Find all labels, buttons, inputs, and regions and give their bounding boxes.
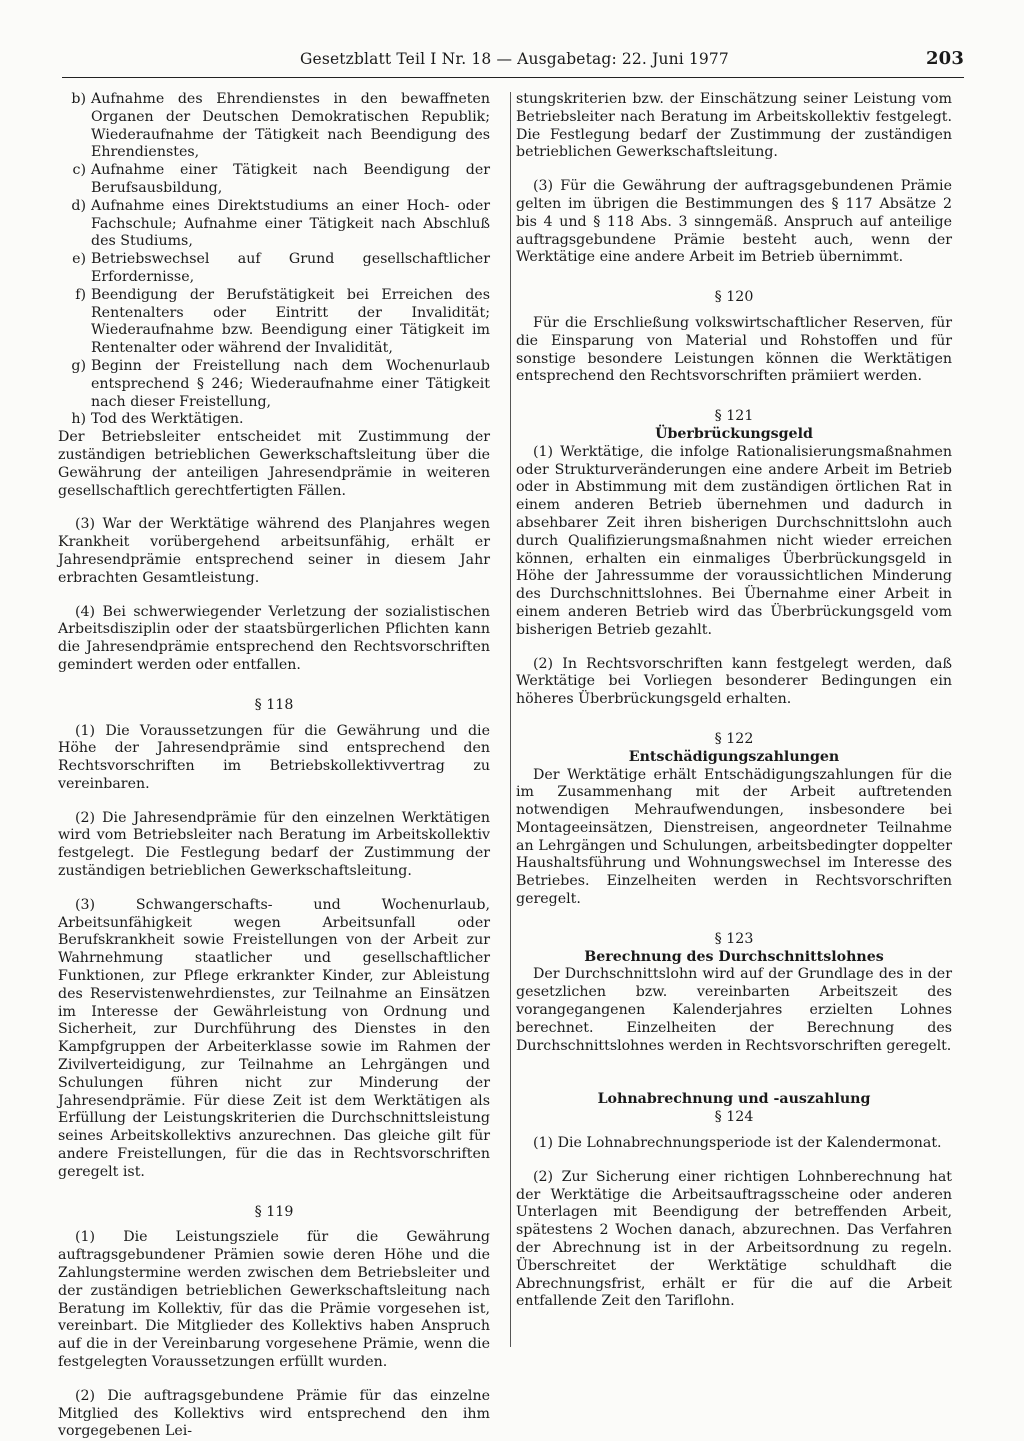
right-column <box>516 91 952 1311</box>
section-title-118: § 118 <box>254 696 294 713</box>
section-heading-124: Lohnabrechnung und -auszahlung <box>597 1091 871 1108</box>
list-item-label: b) <box>71 91 86 107</box>
paragraph-117-4: (4) Bei schwerwiegender Verletzung der sozialistischen Arbeitsdisziplin oder der staatsbürgerlichen Pflichten kann die Jahresendprämie entsprechend den Rechtsvorschriften gemindert werden oder entfallen. <box>58 603 490 673</box>
list-item-label: g) <box>71 357 86 374</box>
paragraph-119-2-continued: stungskriterien bzw. der Einschätzung seiner Leistung vom Betriebsleiter nach Beratung im Arbeitskollektiv festgelegt. Die Festlegung bedarf der Zustimmung der zuständigen betrieblichen Gewerkschaftsleitung. <box>516 91 952 161</box>
section-title-121: § 121 <box>714 408 754 425</box>
list-item-text: Aufnahme eines Direktstudiums an einer Hoch- oder Fachschule; Aufnahme einer Tätigkeit nach Abschluß des Studiums, <box>91 197 490 250</box>
paragraph-124-1: (1) Die Lohnabrechnungsperiode ist der Kalendermonat. <box>533 1135 942 1152</box>
header-title: Gesetzblatt Teil I Nr. 18 — Ausgabetag: 22. Juni 1977 <box>300 50 729 68</box>
list-item-text: Beginn der Freistellung nach dem Wochenurlaub entsprechend § 246; Wiederaufnahme einer Tätigkeit nach dieser Freistellung, <box>91 357 490 410</box>
section-heading-123: Berechnung des Durchschnittslohnes <box>584 948 884 965</box>
paragraph-121-2: (2) In Rechtsvorschriften kann festgelegt werden, daß Werktätige bei Vorliegen besonderer Bedingungen ein höheres Überbrückungsgeld erhalten. <box>516 655 952 708</box>
list-item-text: Tod des Werktätigen. <box>91 411 244 428</box>
header-rule <box>62 77 964 78</box>
list-item-label: c) <box>72 162 86 179</box>
list-item-text: Aufnahme des Ehrendienstes in den bewaffneten Organen der Deutschen Demokratischen Republik; Wiederaufnahme der Tätigkeit nach Beendigung des Ehrendienstes, <box>91 91 490 161</box>
section-title-122: § 122 <box>714 730 754 747</box>
paragraph-118-3: (3) Schwangerschafts- und Wochenurlaub, Arbeitsunfähigkeit wegen Arbeitsunfall oder Berufskrankheit sowie Freistellungen von der Arbeit zur Wahrnehmung staatlicher und gesellschaftlicher Funktionen, zur Pflege erkrankter Kinder, zur Ableistung des Reservistenwehrdienstes, zur Teilnahme an Einsätzen im Interesse der Gewährleistung von Ordnung und Sicherheit, zur Durchführung des Dienstes in den Kampfgruppen der Arbeiterklasse sowie im Rahmen der Zivilverteidigung, zur Teilnahme an Lehrgängen und Schulungen führen nicht zur Minderung der Jahresendprämie. Für diese Zeit ist dem Werktätigen als Erfüllung der Leistungskriterien die Durchschnittsleistung seines Arbeitskollektivs anzurechnen. Das gleiche gilt für andere Freistellungen, für die das in Rechtsvorschriften geregelt ist. <box>58 896 490 1180</box>
paragraph-123: Der Durchschnittslohn wird auf der Grundlage des in der gesetzlichen bzw. vereinbarten Arbeitszeit des vorangegangenen Kalenderjahres erzielten Lohnes berechnet. Einzelheiten der Berechnung des Durchschnittslohnes werden in Rechtsvorschriften geregelt. <box>516 966 952 1054</box>
paragraph-betriebsleiter: Der Betriebsleiter entscheidet mit Zustimmung der zuständigen betrieblichen Gewerkschaftsleitung über die Gewährung der anteiligen Jahresendprämie in weiteren gesellschaftlich gerechtfertigten Fällen. <box>58 429 490 499</box>
list-item <box>58 91 490 162</box>
list-item-label: h) <box>71 411 86 428</box>
section-title-120: § 120 <box>714 289 754 306</box>
list-item <box>58 251 490 287</box>
list-item-label: f) <box>75 286 86 303</box>
paragraph-119-2: (2) Die auftragsgebundene Prämie für das einzelne Mitglied des Kollektivs wird entsprechend den ihm vorgegebenen Lei- <box>58 1387 490 1440</box>
list-item-text: Beendigung der Berufstätigkeit bei Erreichen des Rentenalters oder Eintritt der Invalidität; Wiederaufnahme bzw. Beendigung einer Tätigkeit im Rentenalter oder während der Invalidität, <box>91 286 490 357</box>
section-title-123: § 123 <box>714 930 754 947</box>
list-item <box>58 287 490 358</box>
list-item-label: e) <box>72 251 86 268</box>
list-item-label: d) <box>71 197 86 214</box>
page-number: 203 <box>925 48 964 69</box>
paragraph-121-1: (1) Werktätige, die infolge Rationalisierungsmaßnahmen oder Strukturveränderungen eine andere Arbeit im Betrieb oder in Abstimmung mit dem zuständigen örtlichen Rat in einem anderen Betrieb übernehmen und dadurch in absehbarer Zeit ihren bisherigen Durchschnittslohn auch durch Qualifizierungsmaßnahmen nicht wieder erreichen können, erhalten ein einmaliges Überbrückungsgeld in Höhe der Jahressumme der voraussichtlichen Minderung des Durchschnittslohnes. Bei Übernahme einer Arbeit in einem anderen Betrieb wird das Überbrückungsgeld vom bisherigen Betrieb gezahlt. <box>516 443 952 638</box>
list-item-text: Betriebswechsel auf Grund gesellschaftlicher Erfordernisse, <box>91 251 490 285</box>
paragraph-122: Der Werktätige erhält Entschädigungszahlungen für die im Zusammenhang mit der Arbeit auftretenden notwendigen Mehraufwendungen, insbesondere bei Montageeinsätzen, Dienstreisen, angeordneter Teilnahme an Lehrgängen und Schulungen, arbeitsbedingter doppelter Haushaltsführung und Wohnungswechsel im Interesse des Betriebes. Einzelheiten werden in Rechtsvorschriften geregelt. <box>516 766 952 908</box>
paragraph-120: Für die Erschließung volkswirtschaftlicher Reserven, für die Einsparung von Material und Rohstoffen und für sonstige besondere Leistungen können die Werktätigen entsprechend den Rechtsvorschriften prämiiert werden. <box>516 314 952 385</box>
section-heading-121: Überbrückungsgeld <box>655 425 813 442</box>
paragraph-124-2: (2) Zur Sicherung einer richtigen Lohnberechnung hat der Werktätige die Arbeitsauftragsscheine oder anderen Unterlagen mit Beendigung der betreffenden Arbeit, spätestens 2 Wochen danach, abzurechnen. Das Verfahren der Abrechnung ist in der Arbeitsordnung zu regeln. Überschreitet der Werktätige schuldhaft die Abrechnungsfrist, erhält er für die auf die Arbeit entfallende Zeit den Tariflohn. <box>516 1168 952 1310</box>
column-divider <box>510 92 511 1347</box>
section-heading-122: Entschädigungszahlungen <box>628 748 840 765</box>
section-title-119: § 119 <box>254 1203 294 1220</box>
list-item <box>58 411 490 429</box>
paragraph-119-3: (3) Für die Gewährung der auftragsgebundenen Prämie gelten im übrigen die Bestimmungen des § 117 Absätze 2 bis 4 und § 118 Abs. 3 sinngemäß. Anspruch auf anteilige auftragsgebundene Prämie besteht auch, wenn der Werktätige eine andere Arbeit im Betrieb übernimmt. <box>516 178 952 266</box>
list-item <box>58 358 490 411</box>
paragraph-118-1: (1) Die Voraussetzungen für die Gewährung und die Höhe der Jahresendprämie sind entsprechend den Rechtsvorschriften im Betriebskollektivvertrag zu vereinbaren. <box>58 722 490 792</box>
paragraph-117-3: (3) War der Werktätige während des Planjahres wegen Krankheit vorübergehend arbeitsunfähig, erhält er Jahresendprämie entsprechend seiner in diesem Jahr erbrachten Gesamtleistung. <box>58 516 490 586</box>
list-item <box>58 198 490 251</box>
page-header <box>30 48 964 74</box>
paragraph-119-1: (1) Die Leistungsziele für die Gewährung auftragsgebundener Prämien sowie deren Höhe und die Zahlungstermine werden zwischen dem Betriebsleiter und der zuständigen betrieblichen Gewerkschaftsleitung nach Beratung im Kollektiv, für das die Prämie vorgesehen ist, vereinbart. Die Mitglieder des Kollektivs haben Anspruch auf die in der Vereinbarung vorgesehene Prämie, wenn die festgelegten Voraussetzungen erfüllt wurden. <box>58 1229 490 1370</box>
list-item <box>58 162 490 198</box>
left-column <box>58 91 490 1441</box>
list-item-text: Aufnahme einer Tätigkeit nach Beendigung der Berufsausbildung, <box>91 162 490 196</box>
paragraph-118-2: (2) Die Jahresendprämie für den einzelnen Werktätigen wird vom Betriebsleiter nach Beratung im Arbeitskollektiv festgelegt. Die Festlegung bedarf der Zustimmung der zuständigen betrieblichen Gewerkschaftsleitung. <box>58 809 490 880</box>
section-title-124: § 124 <box>714 1109 754 1126</box>
